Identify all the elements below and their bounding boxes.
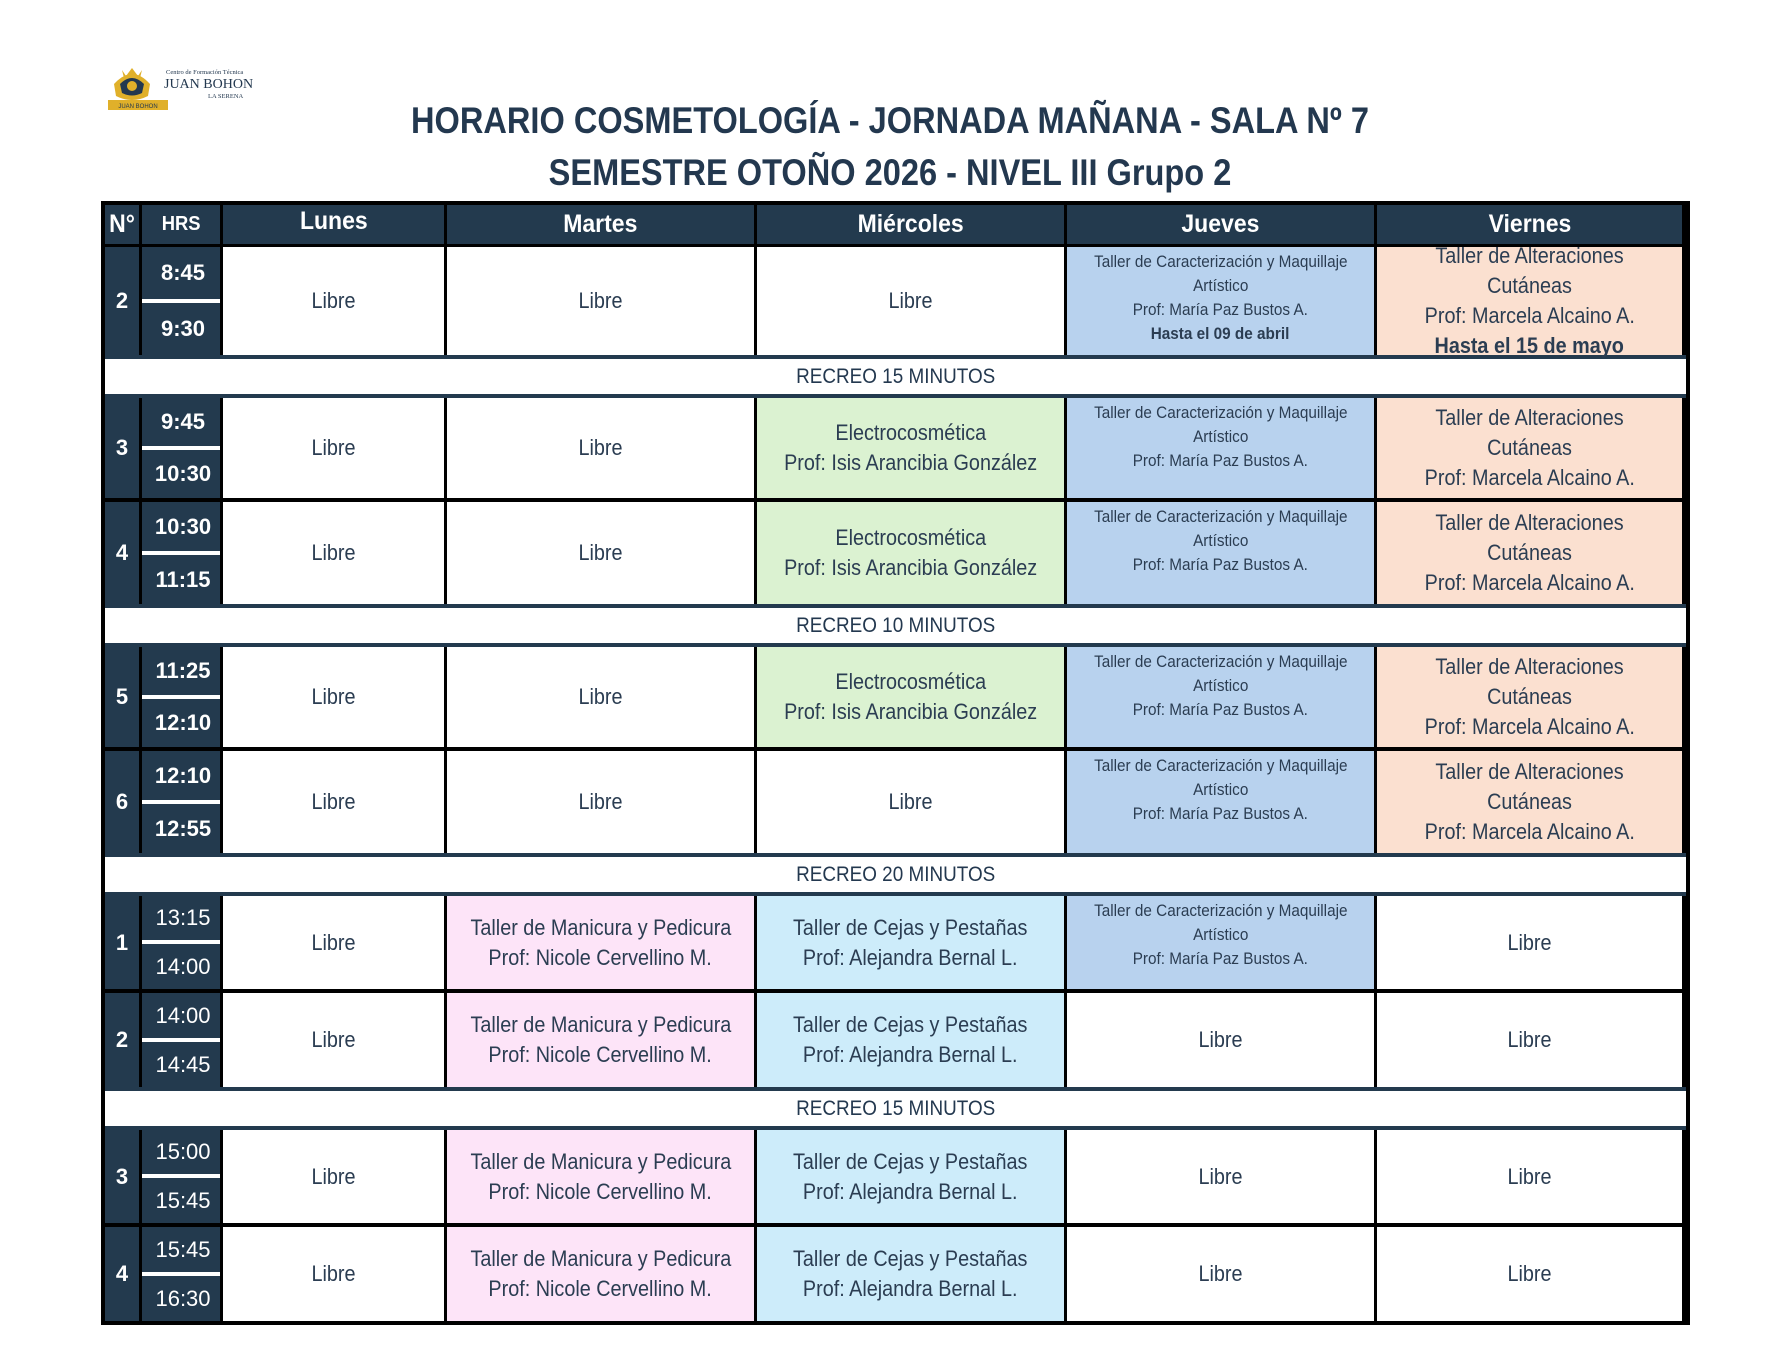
class-cell-martes [447, 1130, 754, 1223]
class-line: Prof: María Paz Bustos A. [1132, 804, 1309, 823]
class-cell-miércoles [757, 993, 1064, 1087]
break-row [105, 355, 1686, 398]
class-line: Libre [311, 435, 356, 460]
class-line: Artístico [1192, 780, 1249, 799]
class-line: Prof: Marcela Alcaino A. [1424, 303, 1635, 328]
class-cell-miércoles [757, 647, 1064, 747]
class-cell-martes [447, 993, 754, 1087]
class-cell-jueves [1067, 751, 1374, 853]
class-line: Taller de Alteraciones Cutáneas [1435, 510, 1624, 565]
class-cell-lunes [223, 398, 444, 498]
class-cell-jueves [1067, 1227, 1374, 1321]
class-cell-viernes [1377, 502, 1682, 604]
header-day-0 [223, 205, 444, 244]
start-time: 11:25 [155, 658, 211, 683]
class-line: Artístico [1192, 276, 1249, 295]
end-time: 12:10 [154, 710, 212, 735]
class-cell-miércoles [757, 502, 1064, 604]
class-line: Libre [1507, 1027, 1552, 1052]
class-line: Taller de Manicura y Pedicura [470, 1246, 731, 1271]
logo-line2: JUAN BOHON [164, 77, 254, 92]
period-number [105, 993, 139, 1087]
class-line: Prof: Marcela Alcaino A. [1424, 570, 1635, 595]
class-line: Libre [578, 435, 623, 460]
class-line: Electrocosmética [835, 669, 986, 694]
header-day-2 [757, 205, 1064, 244]
class-cell-viernes [1377, 398, 1682, 498]
class-line: Prof: Isis Arancibia González [783, 555, 1038, 580]
class-line: Prof: Marcela Alcaino A. [1424, 465, 1635, 490]
end-time: 15:45 [155, 1187, 211, 1213]
class-cell-martes [447, 751, 754, 853]
class-line: Prof: Nicole Cervellino M. [488, 1042, 713, 1067]
class-line: Prof: María Paz Bustos A. [1132, 451, 1309, 470]
class-line: Electrocosmética [835, 420, 986, 445]
class-line: Prof: Nicole Cervellino M. [488, 1178, 713, 1204]
class-line: Taller de Caracterización y Maquillaje [1093, 252, 1348, 271]
logo-line1: Centro de Formación Técnica [166, 69, 244, 76]
class-line: Libre [1198, 1261, 1243, 1286]
class-cell-miércoles [757, 896, 1064, 989]
class-line: Taller de Caracterización y Maquillaje [1093, 652, 1348, 671]
class-cell-miércoles [757, 751, 1064, 853]
time-cell [142, 398, 220, 498]
end-time: 14:00 [155, 953, 211, 979]
class-cell-viernes [1377, 243, 1682, 358]
class-until-date: Hasta el 09 de abril [1151, 324, 1290, 343]
class-cell-jueves [1067, 247, 1374, 355]
class-line: Prof: Alejandra Bernal L. [803, 944, 1018, 970]
class-line: Taller de Caracterización y Maquillaje [1093, 507, 1348, 526]
header-hrs-label: HRS [161, 213, 201, 235]
end-time: 9:30 [160, 316, 206, 341]
class-line: Prof: Marcela Alcaino A. [1424, 714, 1635, 739]
schedule-table [101, 201, 1690, 1325]
time-cell [142, 247, 220, 355]
break-row [105, 853, 1686, 896]
end-time: 14:45 [155, 1051, 211, 1077]
period-number [105, 502, 139, 604]
start-time: 15:00 [155, 1139, 211, 1164]
class-cell-martes [447, 896, 754, 989]
break-row [105, 1087, 1686, 1130]
header-num [105, 205, 139, 244]
class-cell-martes [447, 502, 754, 604]
start-time: 14:00 [155, 1002, 211, 1028]
class-cell-lunes [223, 647, 444, 747]
break-label: RECREO 15 MINUTOS [795, 1096, 996, 1120]
class-line: Libre [888, 288, 933, 313]
period-number [105, 1227, 139, 1321]
class-line: Taller de Cejas y Pestañas [793, 1148, 1028, 1174]
class-line: Libre [311, 1261, 356, 1286]
period-number-text: 1 [115, 929, 129, 955]
logo-badge-text: JUAN BOHON [118, 104, 158, 110]
time-cell [142, 1130, 220, 1223]
class-line: Taller de Caracterización y Maquillaje [1093, 756, 1348, 775]
period-number [105, 751, 139, 853]
end-time: 10:30 [154, 461, 212, 486]
class-cell-miércoles [757, 1130, 1064, 1223]
class-line: Prof: Nicole Cervellino M. [488, 1276, 713, 1301]
start-time: 9:45 [160, 409, 206, 434]
period-number-text: 3 [115, 1163, 129, 1189]
day-label: Jueves [1181, 210, 1260, 238]
class-line: Taller de Alteraciones Cutáneas [1435, 243, 1624, 298]
class-line: Libre [578, 684, 623, 709]
schedule-title: HORARIO COSMETOLOGÍA - JORNADA MAÑANA - SALA Nº 7 [411, 100, 1369, 141]
period-number [105, 896, 139, 989]
class-line: Artístico [1192, 676, 1249, 695]
break-row [105, 604, 1686, 647]
class-line: Artístico [1192, 427, 1249, 446]
day-label: Lunes [299, 207, 368, 235]
class-cell-martes [447, 398, 754, 498]
header-day-1 [447, 205, 754, 244]
time-cell [142, 1227, 220, 1321]
class-line: Libre [311, 288, 356, 313]
class-line: Libre [311, 929, 356, 955]
class-cell-miércoles [757, 247, 1064, 355]
class-cell-martes [447, 647, 754, 747]
period-number-text: 4 [115, 1261, 129, 1286]
class-line: Prof: Nicole Cervellino M. [488, 944, 713, 970]
period-number [105, 1130, 139, 1223]
class-cell-jueves [1067, 502, 1374, 604]
time-cell [142, 751, 220, 853]
class-cell-jueves [1067, 398, 1374, 498]
class-cell-jueves [1067, 993, 1374, 1087]
day-label: Miércoles [857, 210, 964, 238]
class-until-date: Hasta el 15 de mayo [1434, 333, 1625, 358]
class-cell-viernes [1377, 1227, 1682, 1321]
class-line: Prof: María Paz Bustos A. [1132, 555, 1309, 574]
start-time: 13:15 [155, 905, 211, 930]
period-number-text: 6 [115, 789, 129, 814]
class-line: Prof: Alejandra Bernal L. [803, 1178, 1018, 1204]
period-number-text: 5 [115, 684, 129, 709]
class-line: Prof: María Paz Bustos A. [1132, 300, 1309, 319]
period-number [105, 647, 139, 747]
logo-line3: LA SERENA [208, 93, 244, 100]
class-line: Taller de Cejas y Pestañas [793, 1246, 1028, 1271]
class-line: Electrocosmética [835, 525, 986, 550]
class-cell-lunes [223, 896, 444, 989]
class-line: Libre [311, 789, 356, 814]
class-line: Prof: María Paz Bustos A. [1132, 700, 1309, 719]
end-time: 16:30 [155, 1285, 211, 1311]
period-number [105, 247, 139, 355]
class-cell-jueves [1067, 647, 1374, 747]
day-label: Martes [563, 210, 638, 238]
class-cell-martes [447, 247, 754, 355]
start-time: 10:30 [154, 513, 212, 539]
class-line: Taller de Manicura y Pedicura [470, 914, 731, 940]
header-day-3 [1067, 205, 1374, 244]
end-time: 11:15 [155, 566, 211, 592]
period-number-text: 4 [115, 540, 129, 565]
time-cell [142, 502, 220, 604]
start-time: 15:45 [155, 1236, 211, 1262]
class-line: Prof: Marcela Alcaino A. [1424, 819, 1635, 844]
class-line: Libre [311, 684, 356, 709]
class-line: Libre [311, 1163, 356, 1189]
day-label: Viernes [1488, 210, 1571, 238]
class-cell-lunes [223, 247, 444, 355]
time-cell [142, 647, 220, 747]
class-line: Taller de Cejas y Pestañas [793, 1012, 1028, 1037]
start-time: 8:45 [160, 260, 206, 285]
break-label: RECREO 10 MINUTOS [795, 613, 996, 637]
class-cell-viernes [1377, 751, 1682, 853]
period-number-text: 2 [115, 1027, 129, 1052]
class-line: Libre [1198, 1027, 1243, 1052]
class-line: Taller de Alteraciones Cutáneas [1435, 654, 1624, 709]
class-cell-jueves [1067, 1130, 1374, 1223]
class-line: Libre [311, 540, 356, 565]
header-num-label: N° [109, 210, 135, 238]
class-line: Taller de Manicura y Pedicura [470, 1148, 731, 1174]
break-label: RECREO 15 MINUTOS [795, 364, 996, 388]
end-time: 12:55 [154, 815, 212, 841]
period-number-text: 3 [115, 435, 129, 460]
class-line: Libre [888, 789, 933, 814]
class-line: Libre [578, 540, 623, 565]
class-line: Libre [311, 1027, 356, 1052]
time-cell [142, 896, 220, 989]
class-line: Prof: Alejandra Bernal L. [803, 1042, 1018, 1067]
class-cell-miércoles [757, 398, 1064, 498]
class-cell-viernes [1377, 1130, 1682, 1223]
class-line: Libre [578, 288, 623, 313]
period-number [105, 398, 139, 498]
class-line: Libre [1198, 1163, 1243, 1189]
class-line: Taller de Cejas y Pestañas [793, 914, 1028, 940]
class-cell-viernes [1377, 896, 1682, 989]
class-line: Libre [578, 789, 623, 814]
class-cell-viernes [1377, 647, 1682, 747]
class-cell-lunes [223, 1227, 444, 1321]
start-time: 12:10 [154, 762, 212, 788]
schedule-subtitle: SEMESTRE OTOÑO 2026 - NIVEL III Grupo 2 [548, 152, 1232, 193]
class-line: Libre [1507, 1261, 1552, 1286]
class-line: Taller de Alteraciones Cutáneas [1435, 405, 1624, 460]
class-cell-lunes [223, 502, 444, 604]
class-line: Taller de Alteraciones Cutáneas [1435, 759, 1624, 814]
header-hrs [142, 205, 220, 244]
class-line: Taller de Manicura y Pedicura [470, 1012, 731, 1037]
class-cell-martes [447, 1227, 754, 1321]
class-cell-jueves [1067, 896, 1374, 989]
class-line: Taller de Caracterización y Maquillaje [1093, 901, 1348, 920]
class-cell-viernes [1377, 993, 1682, 1087]
class-cell-lunes [223, 1130, 444, 1223]
break-label: RECREO 20 MINUTOS [795, 862, 996, 886]
class-line: Artístico [1192, 925, 1249, 944]
header-day-4 [1377, 205, 1682, 244]
class-cell-lunes [223, 751, 444, 853]
period-number-text: 2 [115, 288, 129, 313]
class-line: Artístico [1192, 531, 1249, 550]
class-cell-lunes [223, 993, 444, 1087]
class-line: Prof: Isis Arancibia González [783, 450, 1038, 475]
class-line: Prof: Alejandra Bernal L. [803, 1276, 1018, 1301]
class-line: Libre [1507, 1163, 1552, 1189]
class-line: Taller de Caracterización y Maquillaje [1093, 403, 1348, 422]
class-line: Prof: María Paz Bustos A. [1132, 949, 1309, 968]
class-line: Libre [1507, 929, 1552, 955]
time-cell [142, 993, 220, 1087]
class-cell-miércoles [757, 1227, 1064, 1321]
class-line: Prof: Isis Arancibia González [783, 699, 1038, 724]
